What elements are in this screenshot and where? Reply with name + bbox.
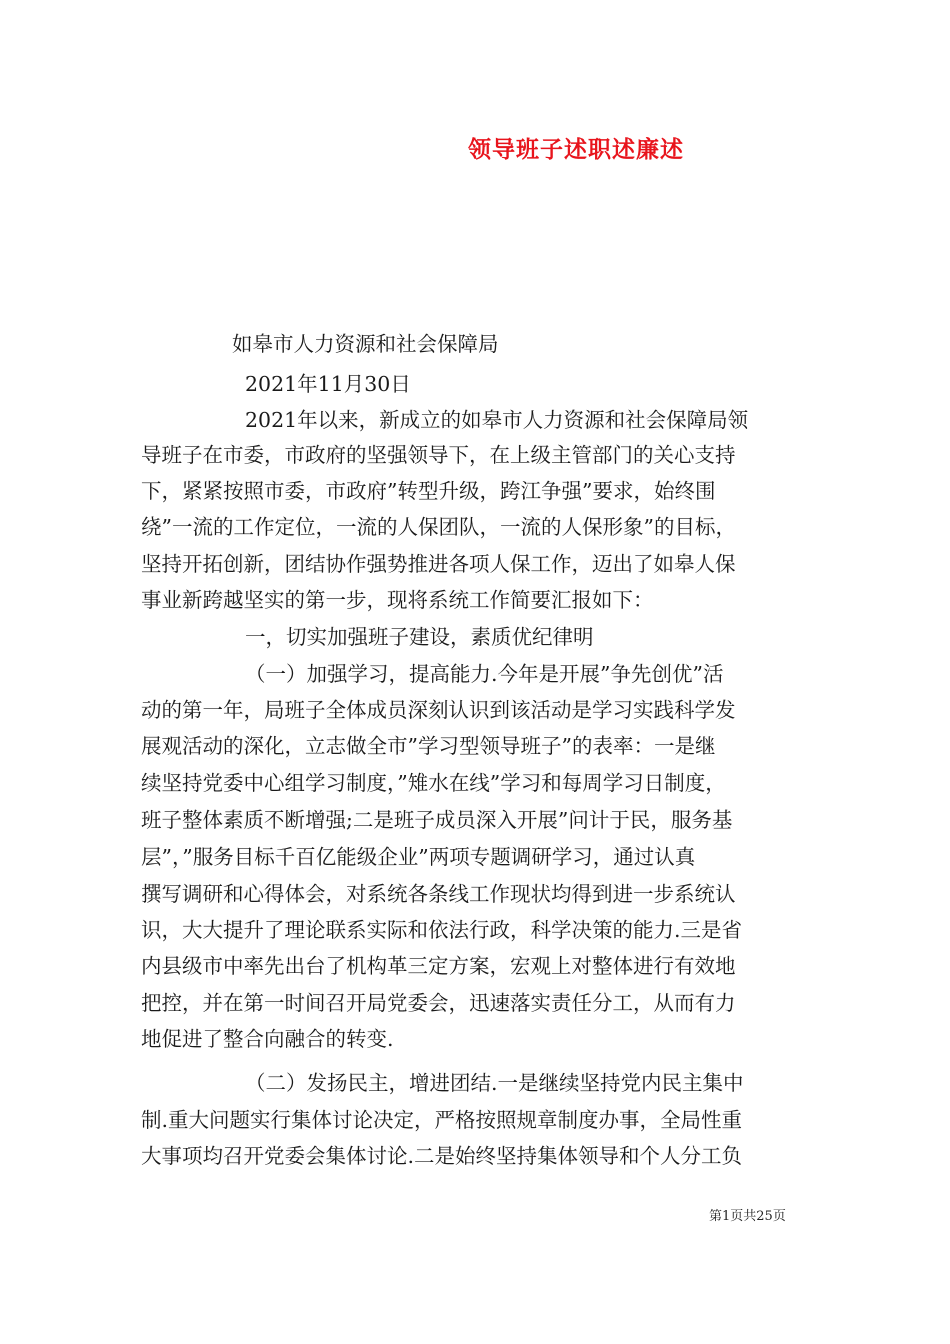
page-title: 领导班子述职述廉述 — [468, 136, 684, 163]
page-number: 第1页共25页 — [709, 1209, 786, 1224]
body-line: 事业新跨越坚实的第一步，现将系统工作简要汇报如下： — [141, 588, 654, 612]
body-line: 导班子在市委，市政府的坚强领导下，在上级主管部门的关心支持 — [141, 443, 736, 467]
body-line: 绕”一流的工作定位，一流的人保团队，一流的人保形象”的目标， — [141, 515, 736, 539]
body-line: 把控，并在第一时间召开局党委会，迅速落实责任分工，从而有力 — [141, 991, 736, 1015]
body-line: 撰写调研和心得体会，对系统各条线工作现状均得到进一步系统认 — [141, 882, 736, 906]
body-line: 如皋市人力资源和社会保障局 — [232, 332, 499, 356]
body-line: 坚持开拓创新，团结协作强势推进各项人保工作，迈出了如皋人保 — [141, 552, 736, 576]
body-line: 2021年11月30日 — [245, 372, 411, 396]
body-line: 动的第一年，局班子全体成员深刻认识到该活动是学习实践科学发 — [141, 698, 736, 722]
section-heading: 一，切实加强班子建设，素质优纪律明 — [245, 625, 594, 649]
body-line: 续坚持党委中心组学习制度，”雉水在线”学习和每周学习日制度， — [141, 771, 726, 795]
body-line: 制.重大问题实行集体讨论决定，严格按照规章制度办事，全局性重 — [141, 1108, 743, 1132]
body-line: （二）发扬民主，增进团结.一是继续坚持党内民主集中 — [245, 1071, 744, 1095]
body-line: （一）加强学习，提高能力.今年是开展”争先创优”活 — [245, 662, 724, 686]
body-line: 识，大大提升了理论联系实际和依法行政，科学决策的能力.三是省 — [141, 918, 743, 942]
body-line: 班子整体素质不断增强;二是班子成员深入开展”问计于民，服务基 — [141, 808, 733, 832]
body-line: 展观活动的深化，立志做全市”学习型领导班子”的表率：一是继 — [141, 734, 716, 758]
body-line: 地促进了整合向融合的转变. — [141, 1027, 394, 1051]
body-line: 2021年以来，新成立的如皋市人力资源和社会保障局领 — [245, 408, 749, 432]
body-line: 层”，”服务目标千百亿能级企业”两项专题调研学习，通过认真 — [141, 845, 696, 869]
body-line: 下，紧紧按照市委，市政府”转型升级，跨江争强”要求，始终围 — [141, 479, 716, 503]
body-line: 大事项均召开党委会集体讨论.二是始终坚持集体领导和个人分工负 — [141, 1144, 743, 1168]
body-line: 内县级市中率先出台了机构革三定方案，宏观上对整体进行有效地 — [141, 954, 736, 978]
